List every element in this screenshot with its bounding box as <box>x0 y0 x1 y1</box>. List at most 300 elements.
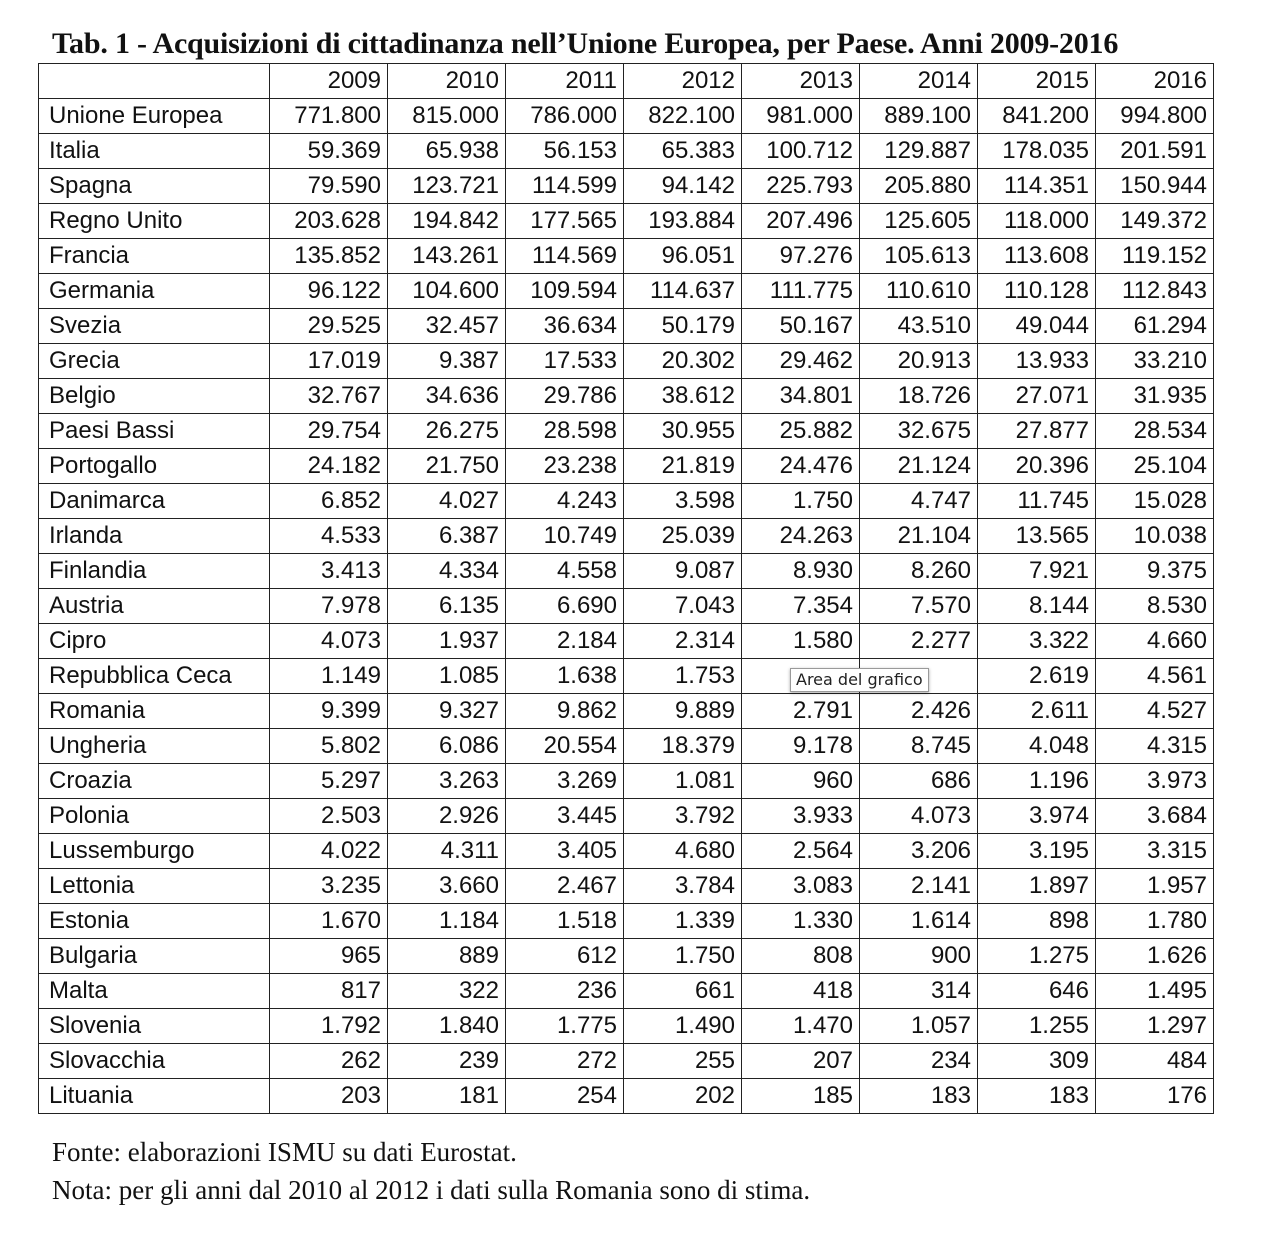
value-cell: 4.073 <box>270 624 388 659</box>
table-row <box>39 239 1214 274</box>
value-cell: 30.955 <box>624 414 742 449</box>
value-cell: 234 <box>860 1044 978 1079</box>
value-cell: 981.000 <box>742 99 860 134</box>
value-cell: 1.495 <box>1096 974 1214 1009</box>
country-cell: Malta <box>39 974 270 1009</box>
value-cell: 3.974 <box>978 799 1096 834</box>
table-row <box>39 554 1214 589</box>
value-cell: 203.628 <box>270 204 388 239</box>
country-cell: Croazia <box>39 764 270 799</box>
value-cell: 1.750 <box>624 939 742 974</box>
value-cell: 1.297 <box>1096 1009 1214 1044</box>
value-cell: 8.144 <box>978 589 1096 624</box>
value-cell: 7.570 <box>860 589 978 624</box>
value-cell: 18.726 <box>860 379 978 414</box>
value-cell: 178.035 <box>978 134 1096 169</box>
country-cell: Paesi Bassi <box>39 414 270 449</box>
value-cell: 4.334 <box>388 554 506 589</box>
value-cell: 29.462 <box>742 344 860 379</box>
country-cell: Germania <box>39 274 270 309</box>
value-cell: 4.073 <box>860 799 978 834</box>
country-cell: Lussemburgo <box>39 834 270 869</box>
value-cell: 1.149 <box>270 659 388 694</box>
value-cell: 1.470 <box>742 1009 860 1044</box>
year-header-cell: 2012 <box>624 64 742 99</box>
value-cell: 1.626 <box>1096 939 1214 974</box>
value-cell: 50.167 <box>742 309 860 344</box>
value-cell: 29.754 <box>270 414 388 449</box>
country-cell: Irlanda <box>39 519 270 554</box>
value-cell: 13.933 <box>978 344 1096 379</box>
value-cell: 9.375 <box>1096 554 1214 589</box>
value-cell: 113.608 <box>978 239 1096 274</box>
value-cell: 20.913 <box>860 344 978 379</box>
value-cell: 8.745 <box>860 729 978 764</box>
value-cell: 2.619 <box>978 659 1096 694</box>
value-cell: 17.019 <box>270 344 388 379</box>
country-cell: Lituania <box>39 1079 270 1114</box>
table-row <box>39 519 1214 554</box>
value-cell: 26.275 <box>388 414 506 449</box>
value-cell: 254 <box>506 1079 624 1114</box>
value-cell: 2.503 <box>270 799 388 834</box>
value-cell: 24.263 <box>742 519 860 554</box>
value-cell: 29.525 <box>270 309 388 344</box>
value-cell: 143.261 <box>388 239 506 274</box>
value-cell: 56.153 <box>506 134 624 169</box>
value-cell: 129.887 <box>860 134 978 169</box>
value-cell: 898 <box>978 904 1096 939</box>
value-cell: 97.276 <box>742 239 860 274</box>
value-cell: 49.044 <box>978 309 1096 344</box>
value-cell: 183 <box>978 1079 1096 1114</box>
value-cell: 24.476 <box>742 449 860 484</box>
value-cell: 1.840 <box>388 1009 506 1044</box>
value-cell: 104.600 <box>388 274 506 309</box>
value-cell: 110.610 <box>860 274 978 309</box>
table-title: Tab. 1 - Acquisizioni di cittadinanza nell’Unione Europea, per Paese. Anni 2009-2016 <box>52 27 1119 60</box>
value-cell: 3.083 <box>742 869 860 904</box>
value-cell: 1.750 <box>742 484 860 519</box>
value-cell: 1.792 <box>270 1009 388 1044</box>
value-cell: 25.104 <box>1096 449 1214 484</box>
value-cell: 786.000 <box>506 99 624 134</box>
value-cell: 25.882 <box>742 414 860 449</box>
year-header-cell: 2010 <box>388 64 506 99</box>
value-cell: 202 <box>624 1079 742 1114</box>
value-cell: 135.852 <box>270 239 388 274</box>
table-row <box>39 659 1214 694</box>
value-cell: 33.210 <box>1096 344 1214 379</box>
value-cell: 900 <box>860 939 978 974</box>
value-cell: 32.675 <box>860 414 978 449</box>
table-row <box>39 799 1214 834</box>
value-cell: 1.957 <box>1096 869 1214 904</box>
value-cell: 23.238 <box>506 449 624 484</box>
value-cell: 1.775 <box>506 1009 624 1044</box>
country-cell: Portogallo <box>39 449 270 484</box>
value-cell: 61.294 <box>1096 309 1214 344</box>
value-cell: 1.897 <box>978 869 1096 904</box>
value-cell: 207.496 <box>742 204 860 239</box>
value-cell: 3.684 <box>1096 799 1214 834</box>
value-cell: 4.027 <box>388 484 506 519</box>
value-cell: 7.043 <box>624 589 742 624</box>
footnote: Nota: per gli anni dal 2010 al 2012 i dati sulla Romania sono di stima. <box>52 1175 811 1205</box>
value-cell: 10.038 <box>1096 519 1214 554</box>
value-cell: 771.800 <box>270 99 388 134</box>
value-cell: 21.124 <box>860 449 978 484</box>
value-cell: 1.339 <box>624 904 742 939</box>
value-cell: 18.379 <box>624 729 742 764</box>
value-cell: 2.611 <box>978 694 1096 729</box>
value-cell: 114.351 <box>978 169 1096 204</box>
value-cell: 4.660 <box>1096 624 1214 659</box>
year-header-cell: 2014 <box>860 64 978 99</box>
value-cell: 50.179 <box>624 309 742 344</box>
value-cell: 65.383 <box>624 134 742 169</box>
value-cell: 255 <box>624 1044 742 1079</box>
value-cell: 6.690 <box>506 589 624 624</box>
value-cell: 34.636 <box>388 379 506 414</box>
value-cell: 7.978 <box>270 589 388 624</box>
value-cell: 1.081 <box>624 764 742 799</box>
value-cell: 4.747 <box>860 484 978 519</box>
value-cell: 484 <box>1096 1044 1214 1079</box>
value-cell: 262 <box>270 1044 388 1079</box>
value-cell: 3.413 <box>270 554 388 589</box>
table-row <box>39 1079 1214 1114</box>
table-row <box>39 99 1214 134</box>
value-cell: 149.372 <box>1096 204 1214 239</box>
value-cell: 3.235 <box>270 869 388 904</box>
value-cell: 119.152 <box>1096 239 1214 274</box>
value-cell: 205.880 <box>860 169 978 204</box>
country-cell: Cipro <box>39 624 270 659</box>
value-cell: 9.862 <box>506 694 624 729</box>
value-cell: 1.638 <box>506 659 624 694</box>
value-cell: 1.753 <box>624 659 742 694</box>
value-cell: 1.085 <box>388 659 506 694</box>
value-cell: 3.322 <box>978 624 1096 659</box>
value-cell: 2.314 <box>624 624 742 659</box>
year-header-cell: 2015 <box>978 64 1096 99</box>
value-cell: 194.842 <box>388 204 506 239</box>
value-cell: 31.935 <box>1096 379 1214 414</box>
value-cell: 225.793 <box>742 169 860 204</box>
value-cell: 114.569 <box>506 239 624 274</box>
value-cell: 3.792 <box>624 799 742 834</box>
value-cell: 965 <box>270 939 388 974</box>
value-cell: 11.745 <box>978 484 1096 519</box>
value-cell: 21.750 <box>388 449 506 484</box>
value-cell: 118.000 <box>978 204 1096 239</box>
value-cell: 112.843 <box>1096 274 1214 309</box>
value-cell: 28.598 <box>506 414 624 449</box>
value-cell: 1.490 <box>624 1009 742 1044</box>
value-cell: 7.354 <box>742 589 860 624</box>
table-row <box>39 449 1214 484</box>
value-cell: 3.269 <box>506 764 624 799</box>
value-cell: 177.565 <box>506 204 624 239</box>
value-cell: 236 <box>506 974 624 1009</box>
value-cell: 181 <box>388 1079 506 1114</box>
value-cell: 8.260 <box>860 554 978 589</box>
value-cell: 24.182 <box>270 449 388 484</box>
year-header-cell: 2009 <box>270 64 388 99</box>
value-cell: 1.196 <box>978 764 1096 799</box>
value-cell: 9.387 <box>388 344 506 379</box>
value-cell: 822.100 <box>624 99 742 134</box>
value-cell: 7.921 <box>978 554 1096 589</box>
country-cell: Austria <box>39 589 270 624</box>
value-cell: 5.802 <box>270 729 388 764</box>
value-cell: 9.087 <box>624 554 742 589</box>
value-cell: 309 <box>978 1044 1096 1079</box>
country-cell: Belgio <box>39 379 270 414</box>
value-cell: 123.721 <box>388 169 506 204</box>
value-cell: 4.561 <box>1096 659 1214 694</box>
value-cell: 2.926 <box>388 799 506 834</box>
value-cell: 65.938 <box>388 134 506 169</box>
table-row <box>39 904 1214 939</box>
value-cell: 9.178 <box>742 729 860 764</box>
value-cell: 96.051 <box>624 239 742 274</box>
value-cell: 8.930 <box>742 554 860 589</box>
country-cell: Italia <box>39 134 270 169</box>
table-row <box>39 309 1214 344</box>
value-cell: 21.819 <box>624 449 742 484</box>
value-cell: 59.369 <box>270 134 388 169</box>
value-cell: 2.277 <box>860 624 978 659</box>
value-cell: 4.022 <box>270 834 388 869</box>
value-cell: 1.275 <box>978 939 1096 974</box>
value-cell: 114.637 <box>624 274 742 309</box>
value-cell: 27.071 <box>978 379 1096 414</box>
country-cell: Slovacchia <box>39 1044 270 1079</box>
table-row <box>39 379 1214 414</box>
value-cell: 9.889 <box>624 694 742 729</box>
value-cell: 2.141 <box>860 869 978 904</box>
value-cell: 111.775 <box>742 274 860 309</box>
value-cell: 38.612 <box>624 379 742 414</box>
table-row <box>39 484 1214 519</box>
value-cell: 841.200 <box>978 99 1096 134</box>
value-cell: 239 <box>388 1044 506 1079</box>
table-row <box>39 274 1214 309</box>
value-cell: 3.315 <box>1096 834 1214 869</box>
value-cell: 1.330 <box>742 904 860 939</box>
table-row <box>39 204 1214 239</box>
country-cell: Lettonia <box>39 869 270 904</box>
value-cell: 183 <box>860 1079 978 1114</box>
value-cell: 272 <box>506 1044 624 1079</box>
value-cell: 1.255 <box>978 1009 1096 1044</box>
value-cell: 686 <box>860 764 978 799</box>
table-row <box>39 694 1214 729</box>
value-cell: 203 <box>270 1079 388 1114</box>
value-cell: 1.057 <box>860 1009 978 1044</box>
country-cell: Slovenia <box>39 1009 270 1044</box>
value-cell: 6.086 <box>388 729 506 764</box>
table-row <box>39 764 1214 799</box>
value-cell: 201.591 <box>1096 134 1214 169</box>
country-cell: Polonia <box>39 799 270 834</box>
value-cell: 2.184 <box>506 624 624 659</box>
source-note: Fonte: elaborazioni ISMU su dati Eurostat. <box>52 1137 517 1167</box>
value-cell: 43.510 <box>860 309 978 344</box>
value-cell: 15.028 <box>1096 484 1214 519</box>
value-cell: 36.634 <box>506 309 624 344</box>
country-cell: Spagna <box>39 169 270 204</box>
value-cell: 2.564 <box>742 834 860 869</box>
country-cell: Repubblica Ceca <box>39 659 270 694</box>
value-cell: 815.000 <box>388 99 506 134</box>
value-cell: 125.605 <box>860 204 978 239</box>
value-cell: 1.518 <box>506 904 624 939</box>
value-cell: 960 <box>742 764 860 799</box>
value-cell: 4.311 <box>388 834 506 869</box>
value-cell: 994.800 <box>1096 99 1214 134</box>
value-cell: 3.784 <box>624 869 742 904</box>
value-cell: 9.399 <box>270 694 388 729</box>
value-cell: 4.533 <box>270 519 388 554</box>
table-row <box>39 624 1214 659</box>
citizenship-table <box>38 63 1214 1114</box>
value-cell: 100.712 <box>742 134 860 169</box>
value-cell: 6.852 <box>270 484 388 519</box>
table-row <box>39 939 1214 974</box>
value-cell: 207 <box>742 1044 860 1079</box>
value-cell: 3.598 <box>624 484 742 519</box>
value-cell: 1.780 <box>1096 904 1214 939</box>
table-row <box>39 729 1214 764</box>
value-cell: 646 <box>978 974 1096 1009</box>
year-header-cell: 2011 <box>506 64 624 99</box>
value-cell: 32.767 <box>270 379 388 414</box>
table-row <box>39 1009 1214 1044</box>
value-cell: 79.590 <box>270 169 388 204</box>
country-cell: Bulgaria <box>39 939 270 974</box>
value-cell: 8.530 <box>1096 589 1214 624</box>
country-cell: Grecia <box>39 344 270 379</box>
table-row <box>39 589 1214 624</box>
value-cell: 314 <box>860 974 978 1009</box>
country-cell: Unione Europea <box>39 99 270 134</box>
value-cell: 661 <box>624 974 742 1009</box>
year-header-cell: 2016 <box>1096 64 1214 99</box>
value-cell: 150.944 <box>1096 169 1214 204</box>
value-cell: 1.184 <box>388 904 506 939</box>
country-cell: Romania <box>39 694 270 729</box>
value-cell: 109.594 <box>506 274 624 309</box>
value-cell: 4.315 <box>1096 729 1214 764</box>
table-row <box>39 414 1214 449</box>
value-cell: 1.937 <box>388 624 506 659</box>
value-cell: 25.039 <box>624 519 742 554</box>
value-cell: 2.791 <box>742 694 860 729</box>
value-cell: 10.749 <box>506 519 624 554</box>
country-cell: Francia <box>39 239 270 274</box>
value-cell: 1.614 <box>860 904 978 939</box>
table-row <box>39 134 1214 169</box>
country-cell: Regno Unito <box>39 204 270 239</box>
value-cell: 322 <box>388 974 506 1009</box>
value-cell: 28.534 <box>1096 414 1214 449</box>
value-cell: 6.135 <box>388 589 506 624</box>
value-cell: 1.670 <box>270 904 388 939</box>
value-cell: 34.801 <box>742 379 860 414</box>
table-row <box>39 169 1214 204</box>
header-corner-cell <box>39 64 270 99</box>
country-cell: Ungheria <box>39 729 270 764</box>
value-cell: 889 <box>388 939 506 974</box>
value-cell: 114.599 <box>506 169 624 204</box>
country-cell: Svezia <box>39 309 270 344</box>
value-cell: 9.327 <box>388 694 506 729</box>
value-cell: 185 <box>742 1079 860 1114</box>
table-row <box>39 344 1214 379</box>
value-cell: 817 <box>270 974 388 1009</box>
value-cell: 3.933 <box>742 799 860 834</box>
value-cell: 4.527 <box>1096 694 1214 729</box>
value-cell: 21.104 <box>860 519 978 554</box>
value-cell: 20.554 <box>506 729 624 764</box>
country-cell: Estonia <box>39 904 270 939</box>
value-cell: 3.206 <box>860 834 978 869</box>
value-cell: 3.405 <box>506 834 624 869</box>
value-cell: 612 <box>506 939 624 974</box>
table-header-row <box>39 64 1214 99</box>
value-cell: 32.457 <box>388 309 506 344</box>
value-cell: 4.680 <box>624 834 742 869</box>
value-cell: 94.142 <box>624 169 742 204</box>
table-row <box>39 974 1214 1009</box>
value-cell: 3.660 <box>388 869 506 904</box>
value-cell: 110.128 <box>978 274 1096 309</box>
value-cell: 96.122 <box>270 274 388 309</box>
value-cell: 27.877 <box>978 414 1096 449</box>
value-cell: 193.884 <box>624 204 742 239</box>
value-cell: 29.786 <box>506 379 624 414</box>
value-cell: 808 <box>742 939 860 974</box>
value-cell: 2.467 <box>506 869 624 904</box>
value-cell: 4.048 <box>978 729 1096 764</box>
value-cell: 418 <box>742 974 860 1009</box>
chart-area-tooltip: Area del grafico <box>790 668 929 692</box>
value-cell: 6.387 <box>388 519 506 554</box>
value-cell: 3.195 <box>978 834 1096 869</box>
value-cell: 4.243 <box>506 484 624 519</box>
value-cell: 20.396 <box>978 449 1096 484</box>
country-cell: Finlandia <box>39 554 270 589</box>
value-cell: 2.426 <box>860 694 978 729</box>
value-cell: 17.533 <box>506 344 624 379</box>
value-cell: 3.973 <box>1096 764 1214 799</box>
value-cell: 5.297 <box>270 764 388 799</box>
value-cell: 889.100 <box>860 99 978 134</box>
country-cell: Danimarca <box>39 484 270 519</box>
table-row <box>39 869 1214 904</box>
value-cell: 4.558 <box>506 554 624 589</box>
value-cell: 20.302 <box>624 344 742 379</box>
table-row <box>39 1044 1214 1079</box>
table-row <box>39 834 1214 869</box>
value-cell: 3.445 <box>506 799 624 834</box>
value-cell: 1.580 <box>742 624 860 659</box>
value-cell: 105.613 <box>860 239 978 274</box>
value-cell: 13.565 <box>978 519 1096 554</box>
